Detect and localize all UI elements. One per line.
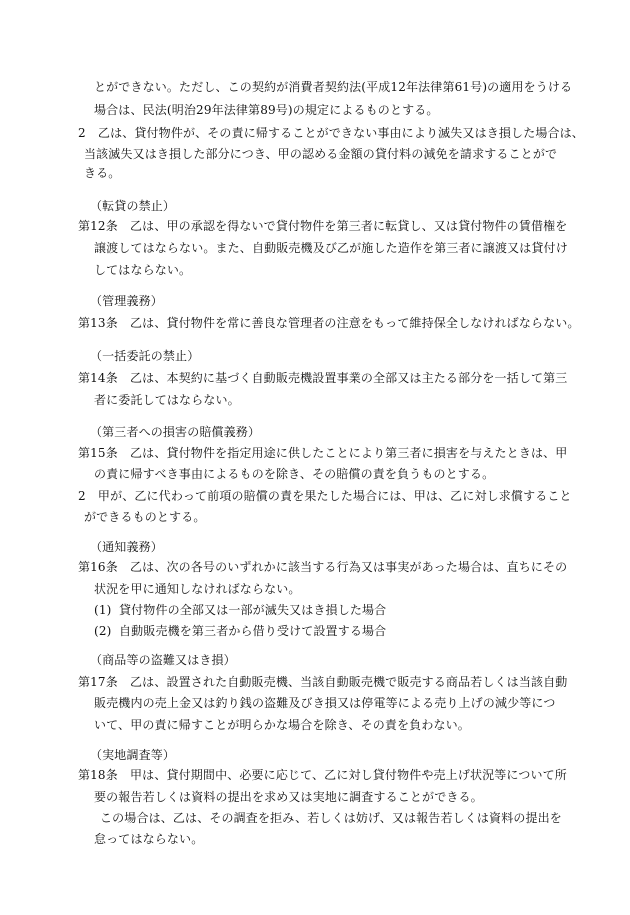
article-17-heading: （商品等の盗難又はき損）: [90, 653, 236, 667]
article-15-line-2: の責に帰すべき事由によるものを除き、その賠償の責を負うものとする。: [94, 467, 495, 481]
article-17-line-1: 第17条 乙は、設置された自動販売機、当該自動販売機で販売する商品若しくは当該自動: [78, 675, 568, 689]
article-12-line-3: してはならない。: [94, 263, 192, 277]
article-14-line-2: 者に委託してはならない。: [94, 393, 240, 407]
article-11-paragraph-2-line-1: 2 乙は、貸付物件が、その責に帰することができない事由により滅失又はき損した場合は、: [78, 126, 584, 140]
article-18-paragraph-2-line-2: 怠ってはならない。: [94, 832, 204, 846]
article-16-item-2-number: (2): [94, 624, 112, 638]
article-17-line-2: 販売機内の売上金又は釣り銭の盗難及びき損又は停電等による売り上げの減少等につ: [94, 696, 556, 710]
article-16-item-1-number: (1): [94, 603, 112, 617]
article-14-heading: （一括委託の禁止）: [90, 349, 200, 363]
article-16-item-2-text: 自動販売機を第三者から借り受けて設置する場合: [119, 624, 387, 638]
article-16-line-2: 状況を甲に通知しなければならない。: [94, 582, 301, 596]
article-13-line-1: 第13条 乙は、貸付物件を常に善良な管理者の注意をもって維持保全しなければならない。: [78, 316, 580, 330]
article-18-heading: （実地調査等）: [90, 748, 176, 762]
article-11-paragraph-2-line-2: 当該滅失又はき損した部分につき、甲の認める金額の貸付料の減免を請求することがで: [84, 147, 558, 161]
article-15-paragraph-2-line-2: ができるものとする。: [84, 510, 206, 524]
article-16-line-1: 第16条 乙は、次の各号のいずれかに該当する行為又は事実があった場合は、直ちにその: [78, 560, 568, 574]
article-16-heading: （通知義務）: [90, 540, 163, 554]
article-18-paragraph-2-line-1: この場合は、乙は、その調査を拒み、若しくは妨げ、又は報告若しくは資料の提出を: [100, 811, 562, 825]
article-11-continued-line-1: とができない。ただし、この契約が消費者契約法(平成12年法律第61号)の適用をうける: [94, 80, 573, 94]
article-12-line-2: 譲渡してはならない。また、自動販売機及び乙が施した造作を第三者に譲渡又は貸付け: [94, 241, 568, 255]
article-16-item-1-text: 貸付物件の全部又は一部が滅失又はき損した場合: [119, 603, 387, 617]
article-14-line-1: 第14条 乙は、本契約に基づく自動販売機設置事業の全部又は主たる部分を一括して第三: [78, 371, 568, 385]
article-15-paragraph-2-line-1: 2 甲が、乙に代わって前項の賠償の責を果たした場合には、甲は、乙に対し求償すること: [78, 489, 572, 503]
article-11-continued-line-2: 場合は、民法(明治29年法律第89号)の規定によるものとする。: [94, 103, 439, 117]
article-12-heading: （転貸の禁止）: [90, 199, 176, 213]
article-11-paragraph-2-line-3: きる。: [84, 166, 121, 180]
article-15-line-1: 第15条 乙は、貸付物件を指定用途に供したことにより第三者に損害を与えたときは、甲: [78, 446, 568, 460]
article-13-heading: （管理義務）: [90, 294, 163, 308]
article-17-line-3: いて、甲の責に帰すことが明らかな場合を除き、その責を負わない。: [94, 718, 470, 732]
article-18-line-1: 第18条 甲は、貸付期間中、必要に応じて、乙に対し貸付物件や売上げ状況等について所: [78, 768, 567, 782]
article-18-line-2: 要の報告若しくは資料の提出を求め又は実地に調査することができる。: [94, 790, 483, 804]
article-12-line-1: 第12条 乙は、甲の承認を得ないで貸付物件を第三者に転貸し、又は貸付物件の賃借権を: [78, 219, 568, 233]
article-15-heading: （第三者への損害の賠償義務）: [90, 425, 261, 439]
